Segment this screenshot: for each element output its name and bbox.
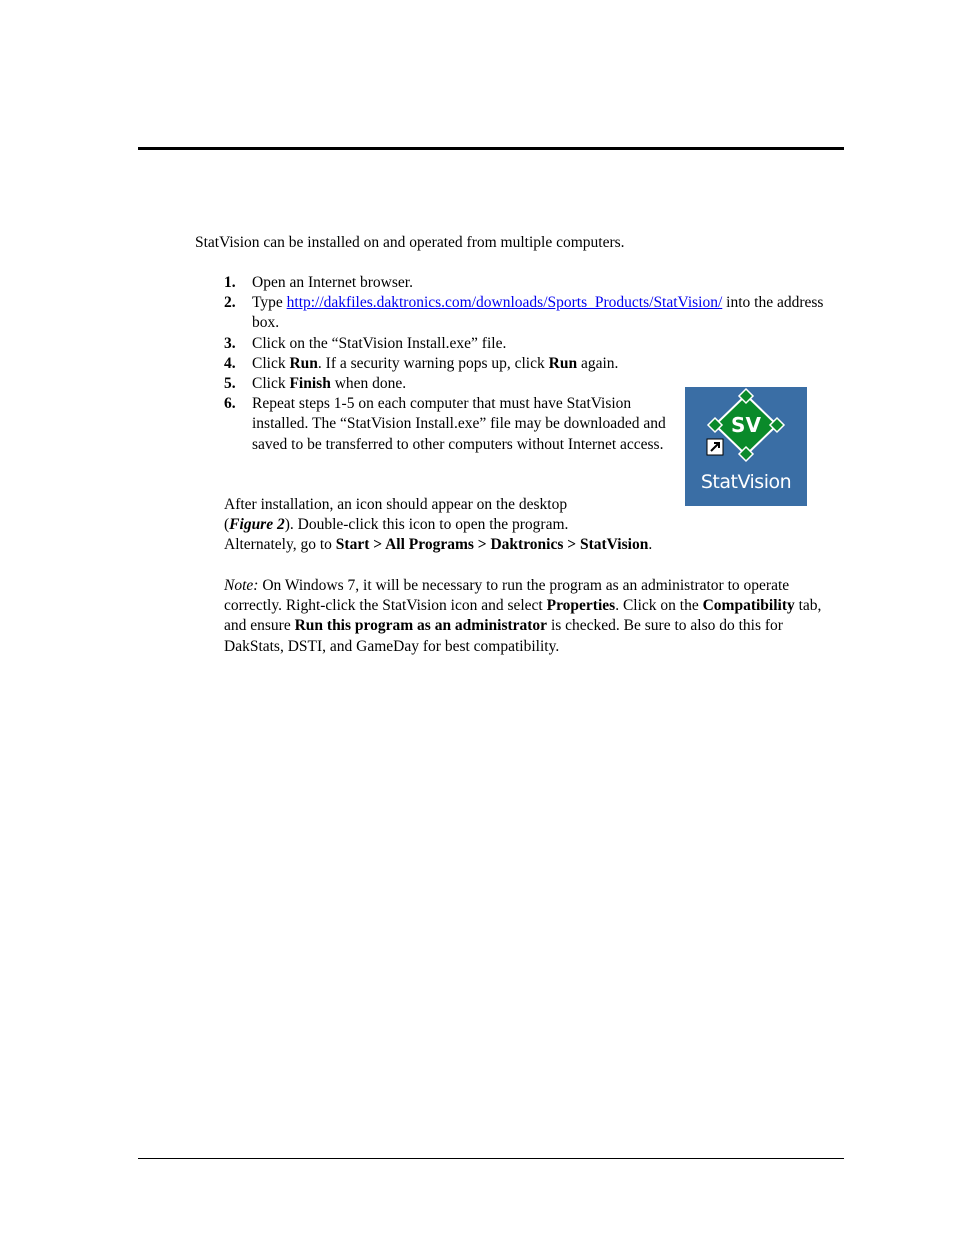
intro-paragraph: StatVision can be installed on and operated from multiple computers. (195, 234, 625, 251)
list-item: 6. Repeat steps 1-5 on each computer that must have StatVision installed. The “StatVision Install.exe” file may be downloaded and saved to be transferred to other computers without Internet access. (224, 395, 666, 453)
note-label: Note: (224, 577, 259, 594)
list-item: 3. Click on the “StatVision Install.exe” file. (224, 334, 507, 352)
list-item: 1. Open an Internet browser. (224, 274, 413, 291)
note-paragraph: Note: On Windows 7, it will be necessary to run the program as an administrator to operate correctly. Right-click the StatVision icon and select Properties. Click on the Compatibility tab, and ensure Run this program as an administrator is checked. Be sure to also do this for DakStats, DSTI, and GameDay for best compatibility. (224, 577, 822, 655)
statvision-desktop-icon[interactable] (685, 387, 807, 506)
list-item: 5. Click Finish when done. (224, 375, 407, 393)
statvision-logo-icon (685, 387, 807, 471)
icon-label: StatVision (700, 471, 792, 493)
list-item: 4. Click Run. If a security warning pops up, click Run again. (224, 354, 619, 372)
header-rule (138, 147, 844, 150)
footer-rule (138, 1158, 844, 1159)
after-install-paragraph: After installation, an icon should appear on the desktop (Figure 2). Double-click this icon to open the program. Alternately, go to Start > All Programs > Daktronics > StatVision. (224, 496, 653, 554)
download-link[interactable]: http://dakfiles.daktronics.com/downloads/Sports_Products/StatVision/ (286, 294, 723, 312)
svg-text:SV: SV (731, 413, 761, 437)
list-item: 2. Type http://dakfiles.daktronics.com/downloads/Sports_Products/StatVision/ into the address box. (224, 294, 824, 332)
figure-reference: Figure 2 (229, 516, 285, 534)
menu-path: Start > All Programs > Daktronics > StatVision (335, 536, 649, 554)
